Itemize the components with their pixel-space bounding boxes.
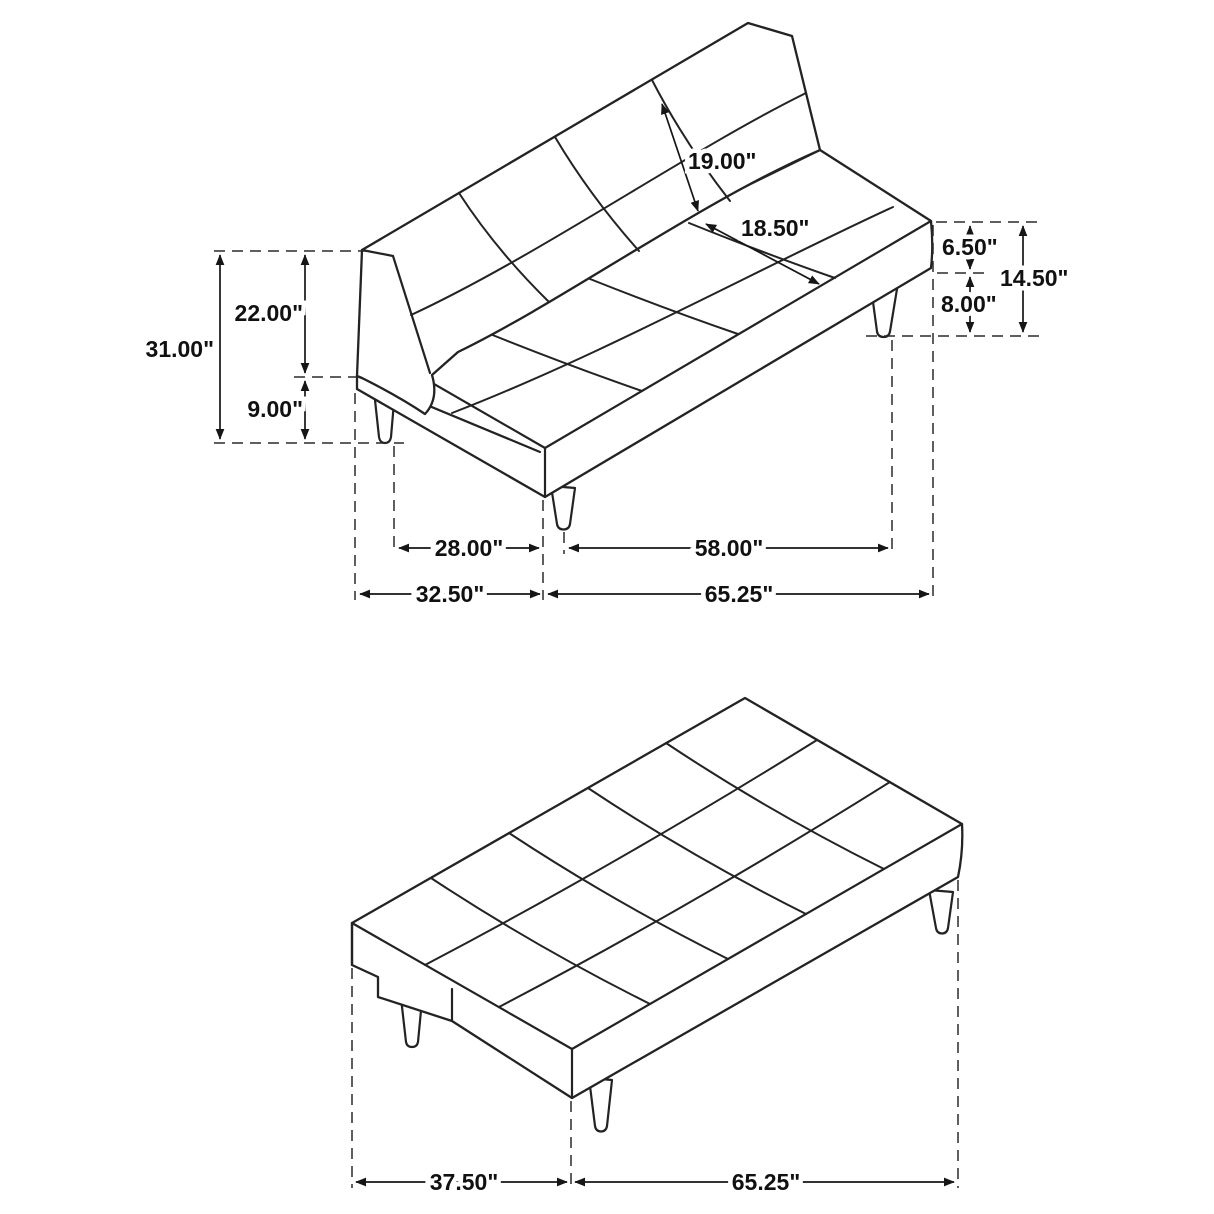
bed-mattress <box>352 698 962 1098</box>
dim-overall-height: 31.00" <box>145 336 214 362</box>
dim-seat-depth: 18.50" <box>741 215 810 241</box>
dim-overall-depth: 32.50" <box>415 581 485 607</box>
dim-leg-clearance: 8.00" <box>941 291 997 317</box>
dim-leg-spacing-depth: 28.00" <box>434 535 504 561</box>
dim-seat-height: 14.50" <box>1000 265 1069 291</box>
bed-leg-right <box>929 890 953 934</box>
dim-base-height: 9.00" <box>247 396 303 422</box>
dim-deck-thickness: 6.50" <box>942 234 998 260</box>
sofa-position-drawing <box>146 23 1069 607</box>
dim-bed-length: 65.25" <box>731 1169 801 1195</box>
dim-overall-length-sofa: 65.25" <box>704 581 774 607</box>
bed-position-drawing <box>352 698 962 1195</box>
dim-back-panel-length: 19.00" <box>688 148 757 174</box>
dim-leg-spacing-length: 58.00" <box>694 535 764 561</box>
dim-backrest-height: 22.00" <box>234 300 303 326</box>
dim-bed-width: 37.50" <box>429 1169 499 1195</box>
